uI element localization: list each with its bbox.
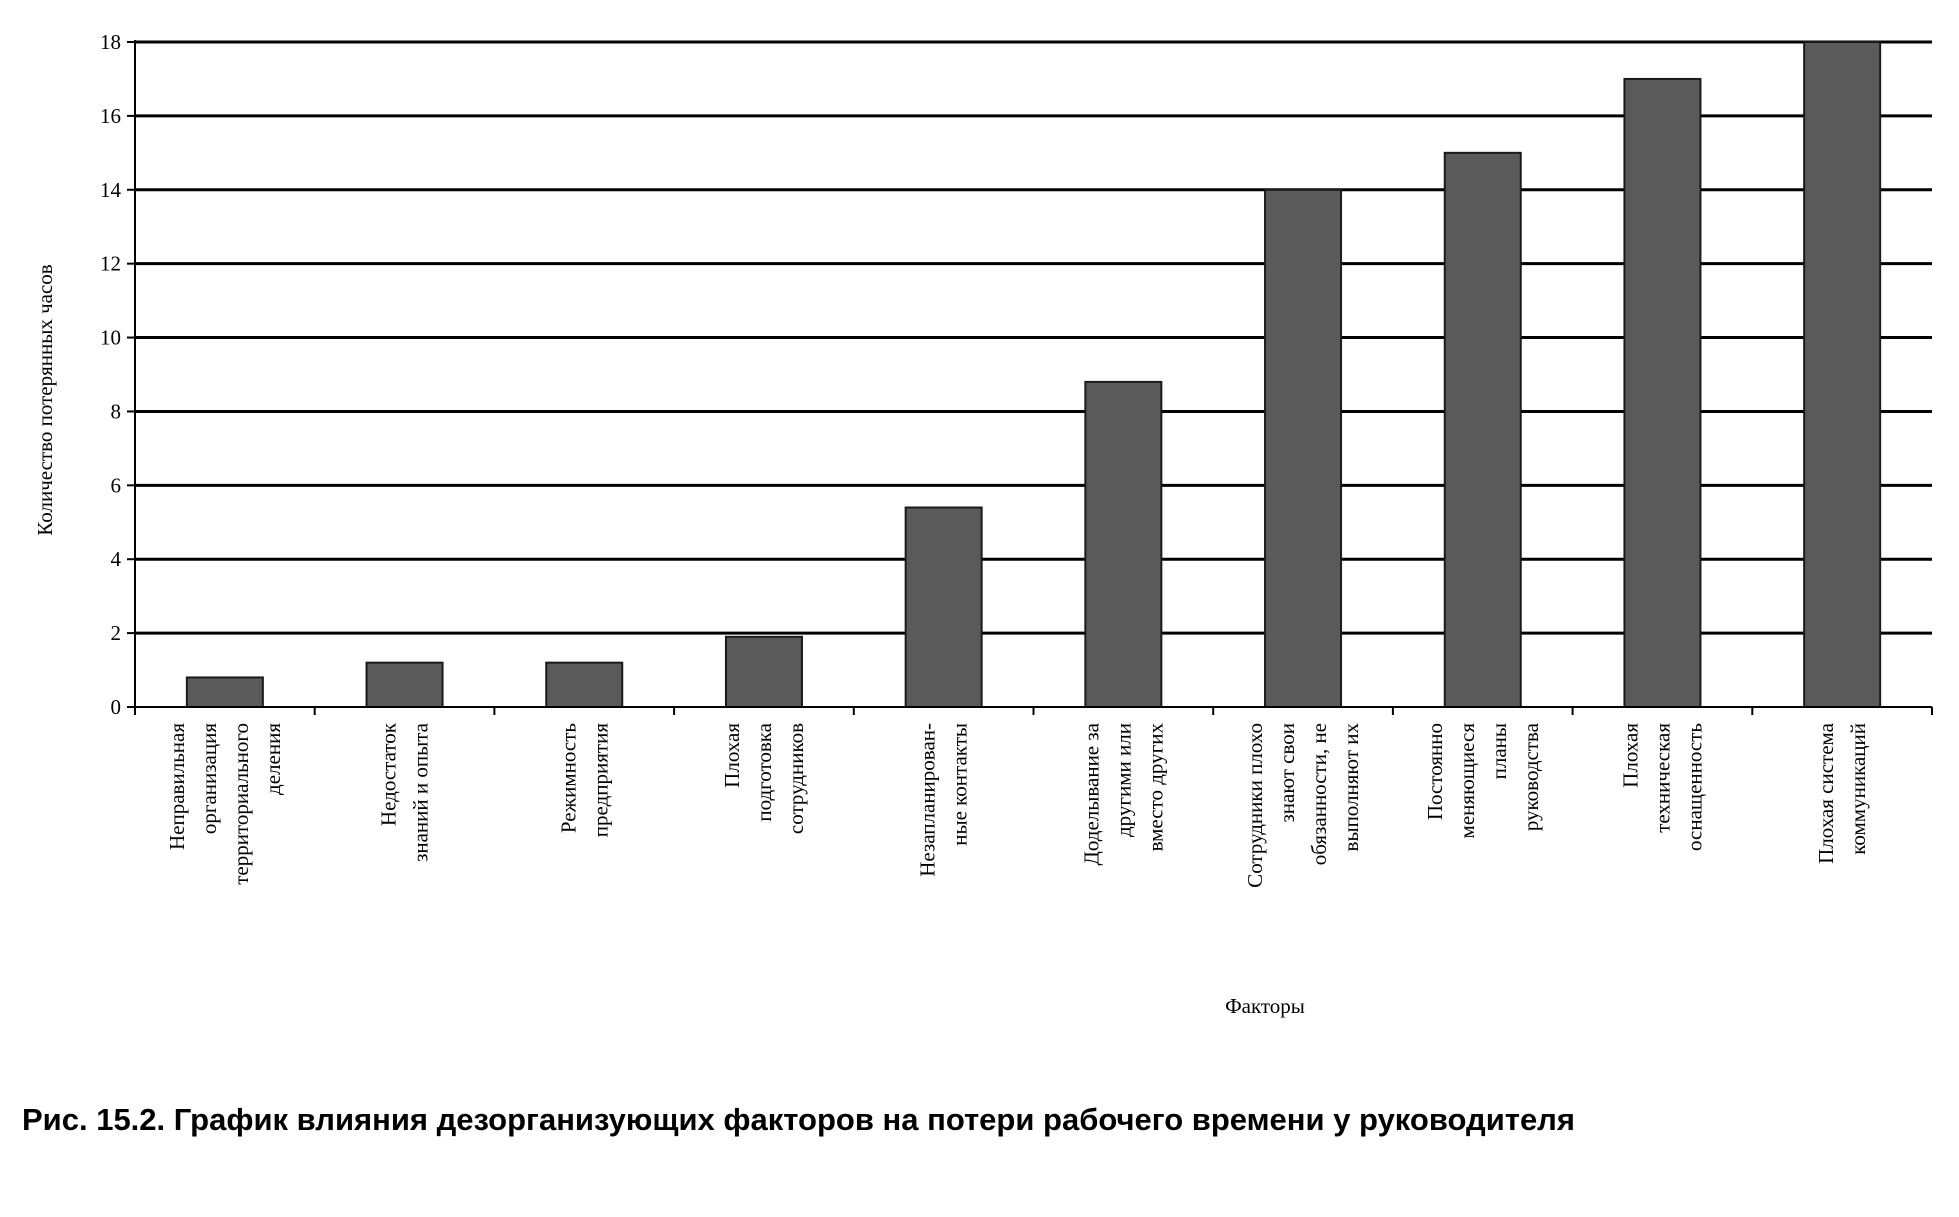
category-label-line: выполняют их	[1339, 723, 1364, 852]
bar	[187, 677, 263, 707]
y-tick-label: 6	[110, 473, 121, 498]
bar	[546, 663, 622, 707]
category-label-line: Режимность	[556, 723, 581, 834]
y-tick-label: 4	[110, 547, 121, 572]
y-tick-label: 8	[110, 399, 121, 424]
bar	[1445, 153, 1521, 707]
category-label-line: Плохая	[1618, 723, 1643, 788]
category-label-line: деления	[260, 723, 285, 795]
x-axis-title: Факторы	[1225, 994, 1305, 1018]
y-tick-label: 14	[100, 177, 121, 202]
category-label-line: Неправильная	[164, 723, 189, 850]
y-tick-label: 16	[100, 103, 121, 128]
bar	[1265, 190, 1341, 707]
category-label-line: руководства	[1518, 723, 1543, 832]
y-tick-labels	[100, 30, 135, 719]
category-label-line: территориального	[228, 723, 253, 885]
category-label-line: ные контакты	[947, 723, 972, 846]
bar	[1624, 79, 1700, 707]
bar	[1804, 42, 1880, 707]
category-label-line: знают свои	[1275, 723, 1300, 823]
bar	[367, 663, 443, 707]
category-label-line: меняющиеся	[1454, 723, 1479, 839]
category-label-line: обязанности, не	[1307, 723, 1332, 866]
category-label-line: предприятия	[588, 723, 613, 838]
y-tick-label: 0	[110, 695, 121, 719]
bar	[1085, 382, 1161, 707]
category-label-line: другими или	[1111, 723, 1136, 837]
category-label-line: Недостаток	[376, 723, 401, 827]
category-label-line: организация	[196, 723, 221, 835]
category-label-line: техническая	[1650, 723, 1675, 833]
category-label-line: Постоянно	[1422, 723, 1447, 821]
category-label-line: вместо других	[1143, 723, 1168, 852]
category-label-line: Доделывание за	[1079, 723, 1104, 866]
y-tick-label: 12	[100, 251, 121, 276]
category-label-line: Сотрудники плохо	[1243, 723, 1268, 888]
category-label-line: планы	[1486, 723, 1511, 780]
figure-caption: Рис. 15.2. График влияния дезорганизующих факторов на потери рабочего времени у руководителя	[22, 1102, 1575, 1137]
category-label-line: подготовка	[751, 723, 776, 822]
category-label-line: оснащенность	[1682, 723, 1707, 851]
category-label-line: Незапланирован-	[915, 723, 940, 877]
bar	[726, 637, 802, 707]
y-axis-title: Количество потерянных часов	[33, 264, 57, 536]
category-labels	[165, 722, 1870, 888]
bars	[187, 42, 1880, 707]
y-tick-label: 10	[100, 325, 121, 350]
category-label-line: сотрудников	[783, 723, 808, 835]
category-label-line: знаний и опыта	[408, 723, 433, 862]
category-label-line: Плохая система	[1814, 723, 1839, 864]
category-label-line: Плохая	[719, 723, 744, 788]
bar	[906, 508, 982, 708]
y-tick-label: 18	[100, 30, 121, 54]
category-label-line: коммуникаций	[1846, 723, 1871, 855]
y-tick-label: 2	[110, 621, 121, 646]
